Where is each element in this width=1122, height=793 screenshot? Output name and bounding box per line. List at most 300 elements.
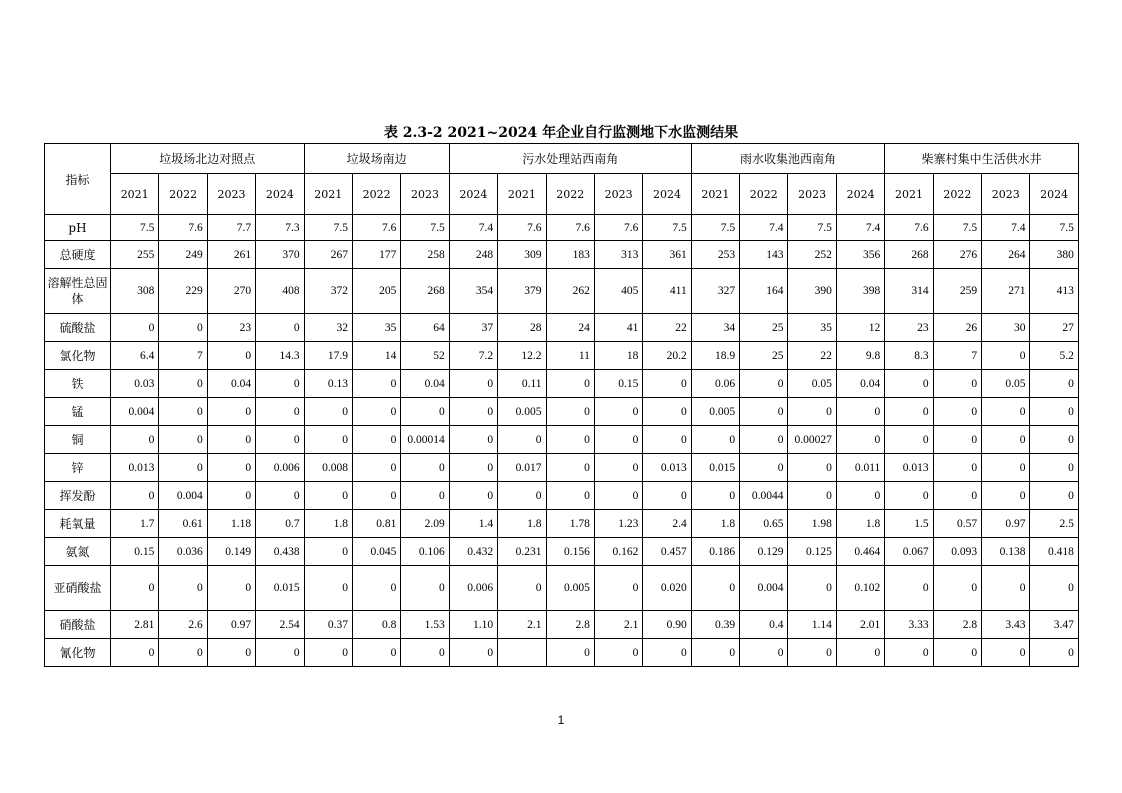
indicator-name: 锌 <box>45 454 111 482</box>
table-cell: 249 <box>159 241 207 269</box>
table-cell: 0 <box>449 370 497 398</box>
table-cell: 1.8 <box>836 510 884 538</box>
table-cell: 0 <box>546 454 594 482</box>
table-cell: 0.005 <box>546 566 594 611</box>
table-row <box>45 314 1079 342</box>
table-title: 表 2.3-2 2021~2024 年企业自行监测地下水监测结果 <box>383 125 739 141</box>
table-cell: 0.57 <box>933 510 981 538</box>
table-cell: 7.5 <box>401 215 449 241</box>
table-cell: 379 <box>498 269 546 314</box>
table-cell: 0.005 <box>691 398 739 426</box>
table-cell: 1.7 <box>111 510 159 538</box>
table-row <box>45 639 1079 667</box>
year-header-row <box>45 174 1079 215</box>
table-cell: 0.39 <box>691 611 739 639</box>
table-cell: 0.067 <box>885 538 933 566</box>
indicator-name: 耗氧量 <box>45 510 111 538</box>
table-cell: 1.5 <box>885 510 933 538</box>
table-cell: 0.11 <box>498 370 546 398</box>
table-cell: 0 <box>643 398 691 426</box>
table-cell: 7.4 <box>982 215 1030 241</box>
table-cell: 0.093 <box>933 538 981 566</box>
table-cell: 0 <box>498 566 546 611</box>
table-cell: 22 <box>643 314 691 342</box>
table-cell: 0 <box>740 426 788 454</box>
table-cell: 0 <box>643 426 691 454</box>
table-cell: 0 <box>111 566 159 611</box>
table-cell: 0 <box>933 426 981 454</box>
table-cell: 0.004 <box>159 482 207 510</box>
table-cell: 164 <box>740 269 788 314</box>
table-cell: 0 <box>207 426 255 454</box>
year-header: 2021 <box>691 174 739 215</box>
table-cell: 177 <box>352 241 400 269</box>
table-cell: 17.9 <box>304 342 352 370</box>
year-header: 2024 <box>1030 174 1078 215</box>
table-cell: 258 <box>401 241 449 269</box>
table-cell: 0 <box>594 566 642 611</box>
table-cell: 0 <box>594 398 642 426</box>
table-cell: 0 <box>643 482 691 510</box>
table-cell: 7.5 <box>788 215 836 241</box>
table-cell: 0 <box>159 314 207 342</box>
table-cell: 0.00014 <box>401 426 449 454</box>
table-cell: 2.4 <box>643 510 691 538</box>
table-cell: 0.045 <box>352 538 400 566</box>
location-header-row <box>45 144 1079 174</box>
table-cell: 0 <box>933 639 981 667</box>
table-cell: 20.2 <box>643 342 691 370</box>
table-cell: 0 <box>740 454 788 482</box>
table-cell: 1.53 <box>401 611 449 639</box>
table-cell: 270 <box>207 269 255 314</box>
table-cell: 0.006 <box>256 454 304 482</box>
table-cell: 0.457 <box>643 538 691 566</box>
table-cell: 0.438 <box>256 538 304 566</box>
table-cell: 261 <box>207 241 255 269</box>
table-cell: 34 <box>691 314 739 342</box>
table-cell: 0 <box>933 454 981 482</box>
table-cell: 1.10 <box>449 611 497 639</box>
table-cell: 12.2 <box>498 342 546 370</box>
table-cell: 0 <box>1030 454 1078 482</box>
table-cell: 2.09 <box>401 510 449 538</box>
table-cell: 0.05 <box>982 370 1030 398</box>
table-cell: 354 <box>449 269 497 314</box>
table-cell <box>498 639 546 667</box>
table-cell: 2.6 <box>159 611 207 639</box>
table-cell: 0 <box>352 398 400 426</box>
table-cell: 0 <box>594 454 642 482</box>
table-cell: 0 <box>304 538 352 566</box>
table-cell: 9.8 <box>836 342 884 370</box>
table-cell: 0 <box>788 639 836 667</box>
table-cell: 0 <box>933 482 981 510</box>
table-cell: 0 <box>740 398 788 426</box>
table-cell: 25 <box>740 342 788 370</box>
table-cell: 413 <box>1030 269 1078 314</box>
table-cell: 0 <box>401 454 449 482</box>
table-cell: 0 <box>982 482 1030 510</box>
table-row <box>45 538 1079 566</box>
table-cell: 0.149 <box>207 538 255 566</box>
table-row <box>45 482 1079 510</box>
table-cell: 0 <box>836 482 884 510</box>
year-header: 2022 <box>740 174 788 215</box>
location-header: 垃圾场南边 <box>304 144 449 174</box>
table-cell: 0.04 <box>836 370 884 398</box>
table-cell: 0 <box>836 398 884 426</box>
table-cell: 0 <box>982 566 1030 611</box>
table-cell: 0 <box>256 639 304 667</box>
table-cell: 0 <box>207 342 255 370</box>
table-cell: 2.8 <box>546 611 594 639</box>
table-cell: 0 <box>304 426 352 454</box>
year-header: 2023 <box>982 174 1030 215</box>
table-cell: 0 <box>546 398 594 426</box>
table-cell: 24 <box>546 314 594 342</box>
table-cell: 0 <box>304 566 352 611</box>
table-cell: 229 <box>159 269 207 314</box>
year-header: 2024 <box>836 174 884 215</box>
indicator-name: 铜 <box>45 426 111 454</box>
year-header: 2021 <box>111 174 159 215</box>
table-cell: 35 <box>788 314 836 342</box>
table-cell: 7.3 <box>256 215 304 241</box>
table-cell: 0 <box>885 426 933 454</box>
indicator-name: pH <box>45 215 111 241</box>
indicator-name: 亚硝酸盐 <box>45 566 111 611</box>
table-cell: 7.4 <box>449 215 497 241</box>
table-cell: 0 <box>546 426 594 454</box>
table-cell: 0.036 <box>159 538 207 566</box>
table-cell: 0.4 <box>740 611 788 639</box>
groundwater-monitoring-table <box>44 143 1079 667</box>
table-cell: 2.01 <box>836 611 884 639</box>
table-cell: 0 <box>594 639 642 667</box>
table-cell: 52 <box>401 342 449 370</box>
table-cell: 0.017 <box>498 454 546 482</box>
table-cell: 0.129 <box>740 538 788 566</box>
table-cell: 0 <box>885 639 933 667</box>
table-cell: 7.5 <box>933 215 981 241</box>
table-cell: 0 <box>207 639 255 667</box>
year-header: 2024 <box>643 174 691 215</box>
year-header: 2022 <box>546 174 594 215</box>
table-cell: 7 <box>159 342 207 370</box>
table-cell: 0 <box>594 426 642 454</box>
table-cell: 0.432 <box>449 538 497 566</box>
table-cell: 23 <box>885 314 933 342</box>
table-cell: 14 <box>352 342 400 370</box>
table-cell: 0 <box>207 566 255 611</box>
table-cell: 0 <box>159 566 207 611</box>
table-cell: 0 <box>304 482 352 510</box>
table-cell: 41 <box>594 314 642 342</box>
table-cell: 0.61 <box>159 510 207 538</box>
table-cell: 0.15 <box>111 538 159 566</box>
table-cell: 259 <box>933 269 981 314</box>
table-cell: 0.05 <box>788 370 836 398</box>
table-cell: 0 <box>885 482 933 510</box>
table-cell: 0.008 <box>304 454 352 482</box>
table-cell: 0 <box>498 482 546 510</box>
table-cell: 380 <box>1030 241 1078 269</box>
table-cell: 0.7 <box>256 510 304 538</box>
table-cell: 18 <box>594 342 642 370</box>
table-cell: 0 <box>643 370 691 398</box>
table-cell: 309 <box>498 241 546 269</box>
table-cell: 0 <box>885 398 933 426</box>
table-cell: 0 <box>111 314 159 342</box>
table-cell: 0 <box>352 454 400 482</box>
table-cell: 0.004 <box>740 566 788 611</box>
indicator-name: 挥发酚 <box>45 482 111 510</box>
table-cell: 0 <box>982 426 1030 454</box>
table-cell: 356 <box>836 241 884 269</box>
table-cell: 7.6 <box>159 215 207 241</box>
table-cell: 0 <box>1030 639 1078 667</box>
indicator-name: 锰 <box>45 398 111 426</box>
table-cell: 1.98 <box>788 510 836 538</box>
table-cell: 0.0044 <box>740 482 788 510</box>
table-cell: 372 <box>304 269 352 314</box>
indicator-name: 硝酸盐 <box>45 611 111 639</box>
indicator-name: 总硬度 <box>45 241 111 269</box>
table-cell: 1.14 <box>788 611 836 639</box>
table-cell: 0 <box>352 370 400 398</box>
table-cell: 0.015 <box>691 454 739 482</box>
year-header: 2023 <box>594 174 642 215</box>
table-cell: 262 <box>546 269 594 314</box>
table-row <box>45 611 1079 639</box>
table-cell: 0 <box>546 370 594 398</box>
table-cell: 0 <box>788 482 836 510</box>
table-cell: 26 <box>933 314 981 342</box>
table-cell: 0.013 <box>885 454 933 482</box>
table-cell: 0 <box>159 370 207 398</box>
table-cell: 0.186 <box>691 538 739 566</box>
table-cell: 0 <box>643 639 691 667</box>
indicator-name: 氰化物 <box>45 639 111 667</box>
table-cell: 0.90 <box>643 611 691 639</box>
year-header: 2022 <box>352 174 400 215</box>
table-cell: 314 <box>885 269 933 314</box>
table-cell: 268 <box>401 269 449 314</box>
table-cell: 64 <box>401 314 449 342</box>
table-cell: 0 <box>449 398 497 426</box>
table-cell: 0 <box>933 398 981 426</box>
table-cell: 1.23 <box>594 510 642 538</box>
table-cell: 0 <box>933 370 981 398</box>
table-cell: 0 <box>788 566 836 611</box>
table-cell: 0.03 <box>111 370 159 398</box>
table-cell: 398 <box>836 269 884 314</box>
table-cell: 0.04 <box>207 370 255 398</box>
table-cell: 7.5 <box>1030 215 1078 241</box>
table-cell: 2.1 <box>594 611 642 639</box>
table-cell: 11 <box>546 342 594 370</box>
year-header: 2024 <box>256 174 304 215</box>
location-header: 柴寨村集中生活供水井 <box>885 144 1079 174</box>
table-cell: 27 <box>1030 314 1078 342</box>
table-cell: 7.4 <box>740 215 788 241</box>
table-cell: 183 <box>546 241 594 269</box>
table-row <box>45 241 1079 269</box>
table-row <box>45 566 1079 611</box>
table-cell: 7.5 <box>304 215 352 241</box>
table-cell: 0.005 <box>498 398 546 426</box>
table-cell: 2.5 <box>1030 510 1078 538</box>
table-cell: 0.106 <box>401 538 449 566</box>
location-header: 雨水收集池西南角 <box>691 144 885 174</box>
table-cell: 248 <box>449 241 497 269</box>
table-cell: 252 <box>788 241 836 269</box>
table-cell: 0 <box>111 639 159 667</box>
table-cell: 370 <box>256 241 304 269</box>
table-cell: 0 <box>401 566 449 611</box>
table-cell: 5.2 <box>1030 342 1078 370</box>
table-cell: 0 <box>498 426 546 454</box>
table-cell: 7.4 <box>836 215 884 241</box>
table-cell: 0 <box>1030 370 1078 398</box>
table-cell: 205 <box>352 269 400 314</box>
year-header: 2022 <box>933 174 981 215</box>
table-cell: 2.8 <box>933 611 981 639</box>
table-cell: 35 <box>352 314 400 342</box>
year-header: 2023 <box>788 174 836 215</box>
table-cell: 0 <box>401 482 449 510</box>
table-row <box>45 269 1079 314</box>
year-header: 2022 <box>159 174 207 215</box>
table-cell: 0 <box>982 454 1030 482</box>
table-cell: 0.011 <box>836 454 884 482</box>
table-cell: 0 <box>256 482 304 510</box>
table-cell: 0 <box>1030 566 1078 611</box>
table-cell: 0 <box>740 639 788 667</box>
table-row <box>45 342 1079 370</box>
table-cell: 7.5 <box>643 215 691 241</box>
table-cell: 0 <box>788 398 836 426</box>
table-cell: 0 <box>885 370 933 398</box>
table-cell: 0 <box>546 639 594 667</box>
table-cell: 411 <box>643 269 691 314</box>
table-cell: 0.97 <box>207 611 255 639</box>
table-row <box>45 426 1079 454</box>
table-cell: 0 <box>691 566 739 611</box>
table-cell: 0 <box>449 426 497 454</box>
table-cell: 0.231 <box>498 538 546 566</box>
table-cell: 0 <box>982 342 1030 370</box>
table-cell: 0.00027 <box>788 426 836 454</box>
table-cell: 264 <box>982 241 1030 269</box>
table-cell: 1.8 <box>498 510 546 538</box>
table-cell: 7.7 <box>207 215 255 241</box>
table-cell: 0 <box>691 482 739 510</box>
table-cell: 0 <box>594 482 642 510</box>
table-cell: 0.020 <box>643 566 691 611</box>
indicator-name: 硫酸盐 <box>45 314 111 342</box>
table-cell: 0.81 <box>352 510 400 538</box>
year-header: 2021 <box>304 174 352 215</box>
table-cell: 0.004 <box>111 398 159 426</box>
table-cell: 0 <box>111 482 159 510</box>
table-cell: 408 <box>256 269 304 314</box>
table-cell: 0 <box>401 398 449 426</box>
table-cell: 0 <box>982 398 1030 426</box>
table-cell: 7.6 <box>498 215 546 241</box>
table-cell: 7.6 <box>885 215 933 241</box>
table-cell: 2.54 <box>256 611 304 639</box>
table-cell: 255 <box>111 241 159 269</box>
indicator-name: 氯化物 <box>45 342 111 370</box>
table-cell: 327 <box>691 269 739 314</box>
table-cell: 0 <box>207 398 255 426</box>
table-cell: 271 <box>982 269 1030 314</box>
table-cell: 0.65 <box>740 510 788 538</box>
year-header: 2021 <box>498 174 546 215</box>
table-cell: 7.6 <box>352 215 400 241</box>
table-cell: 0 <box>788 454 836 482</box>
location-header: 污水处理站西南角 <box>449 144 691 174</box>
table-cell: 0 <box>159 639 207 667</box>
table-cell: 0 <box>933 566 981 611</box>
table-cell: 0 <box>449 639 497 667</box>
table-cell: 7.5 <box>691 215 739 241</box>
table-cell: 0.06 <box>691 370 739 398</box>
table-cell: 14.3 <box>256 342 304 370</box>
table-cell: 0 <box>352 639 400 667</box>
table-cell: 313 <box>594 241 642 269</box>
table-cell: 268 <box>885 241 933 269</box>
table-cell: 8.3 <box>885 342 933 370</box>
table-cell: 0 <box>256 314 304 342</box>
table-cell: 0 <box>256 426 304 454</box>
table-cell: 0 <box>1030 426 1078 454</box>
table-cell: 0.156 <box>546 538 594 566</box>
table-cell: 0.15 <box>594 370 642 398</box>
year-header: 2023 <box>207 174 255 215</box>
table-cell: 405 <box>594 269 642 314</box>
table-cell: 0 <box>691 639 739 667</box>
table-cell: 6.4 <box>111 342 159 370</box>
table-cell: 0 <box>691 426 739 454</box>
indicator-name: 溶解性总固体 <box>45 269 111 314</box>
table-cell: 1.8 <box>691 510 739 538</box>
page-number: 1 <box>557 713 565 727</box>
table-cell: 2.1 <box>498 611 546 639</box>
table-cell: 25 <box>740 314 788 342</box>
table-cell: 1.18 <box>207 510 255 538</box>
table-cell: 276 <box>933 241 981 269</box>
table-cell: 3.33 <box>885 611 933 639</box>
table-cell: 0 <box>111 426 159 454</box>
table-cell: 0.13 <box>304 370 352 398</box>
table-cell: 0 <box>449 482 497 510</box>
table-cell: 0.015 <box>256 566 304 611</box>
table-cell: 0.37 <box>304 611 352 639</box>
table-cell: 7.5 <box>111 215 159 241</box>
table-cell: 0 <box>1030 398 1078 426</box>
table-cell: 0.013 <box>643 454 691 482</box>
table-row <box>45 215 1079 241</box>
table-cell: 0 <box>256 398 304 426</box>
table-cell: 32 <box>304 314 352 342</box>
table-cell: 7.6 <box>594 215 642 241</box>
table-cell: 37 <box>449 314 497 342</box>
table-cell: 0 <box>159 426 207 454</box>
table-cell: 0.8 <box>352 611 400 639</box>
